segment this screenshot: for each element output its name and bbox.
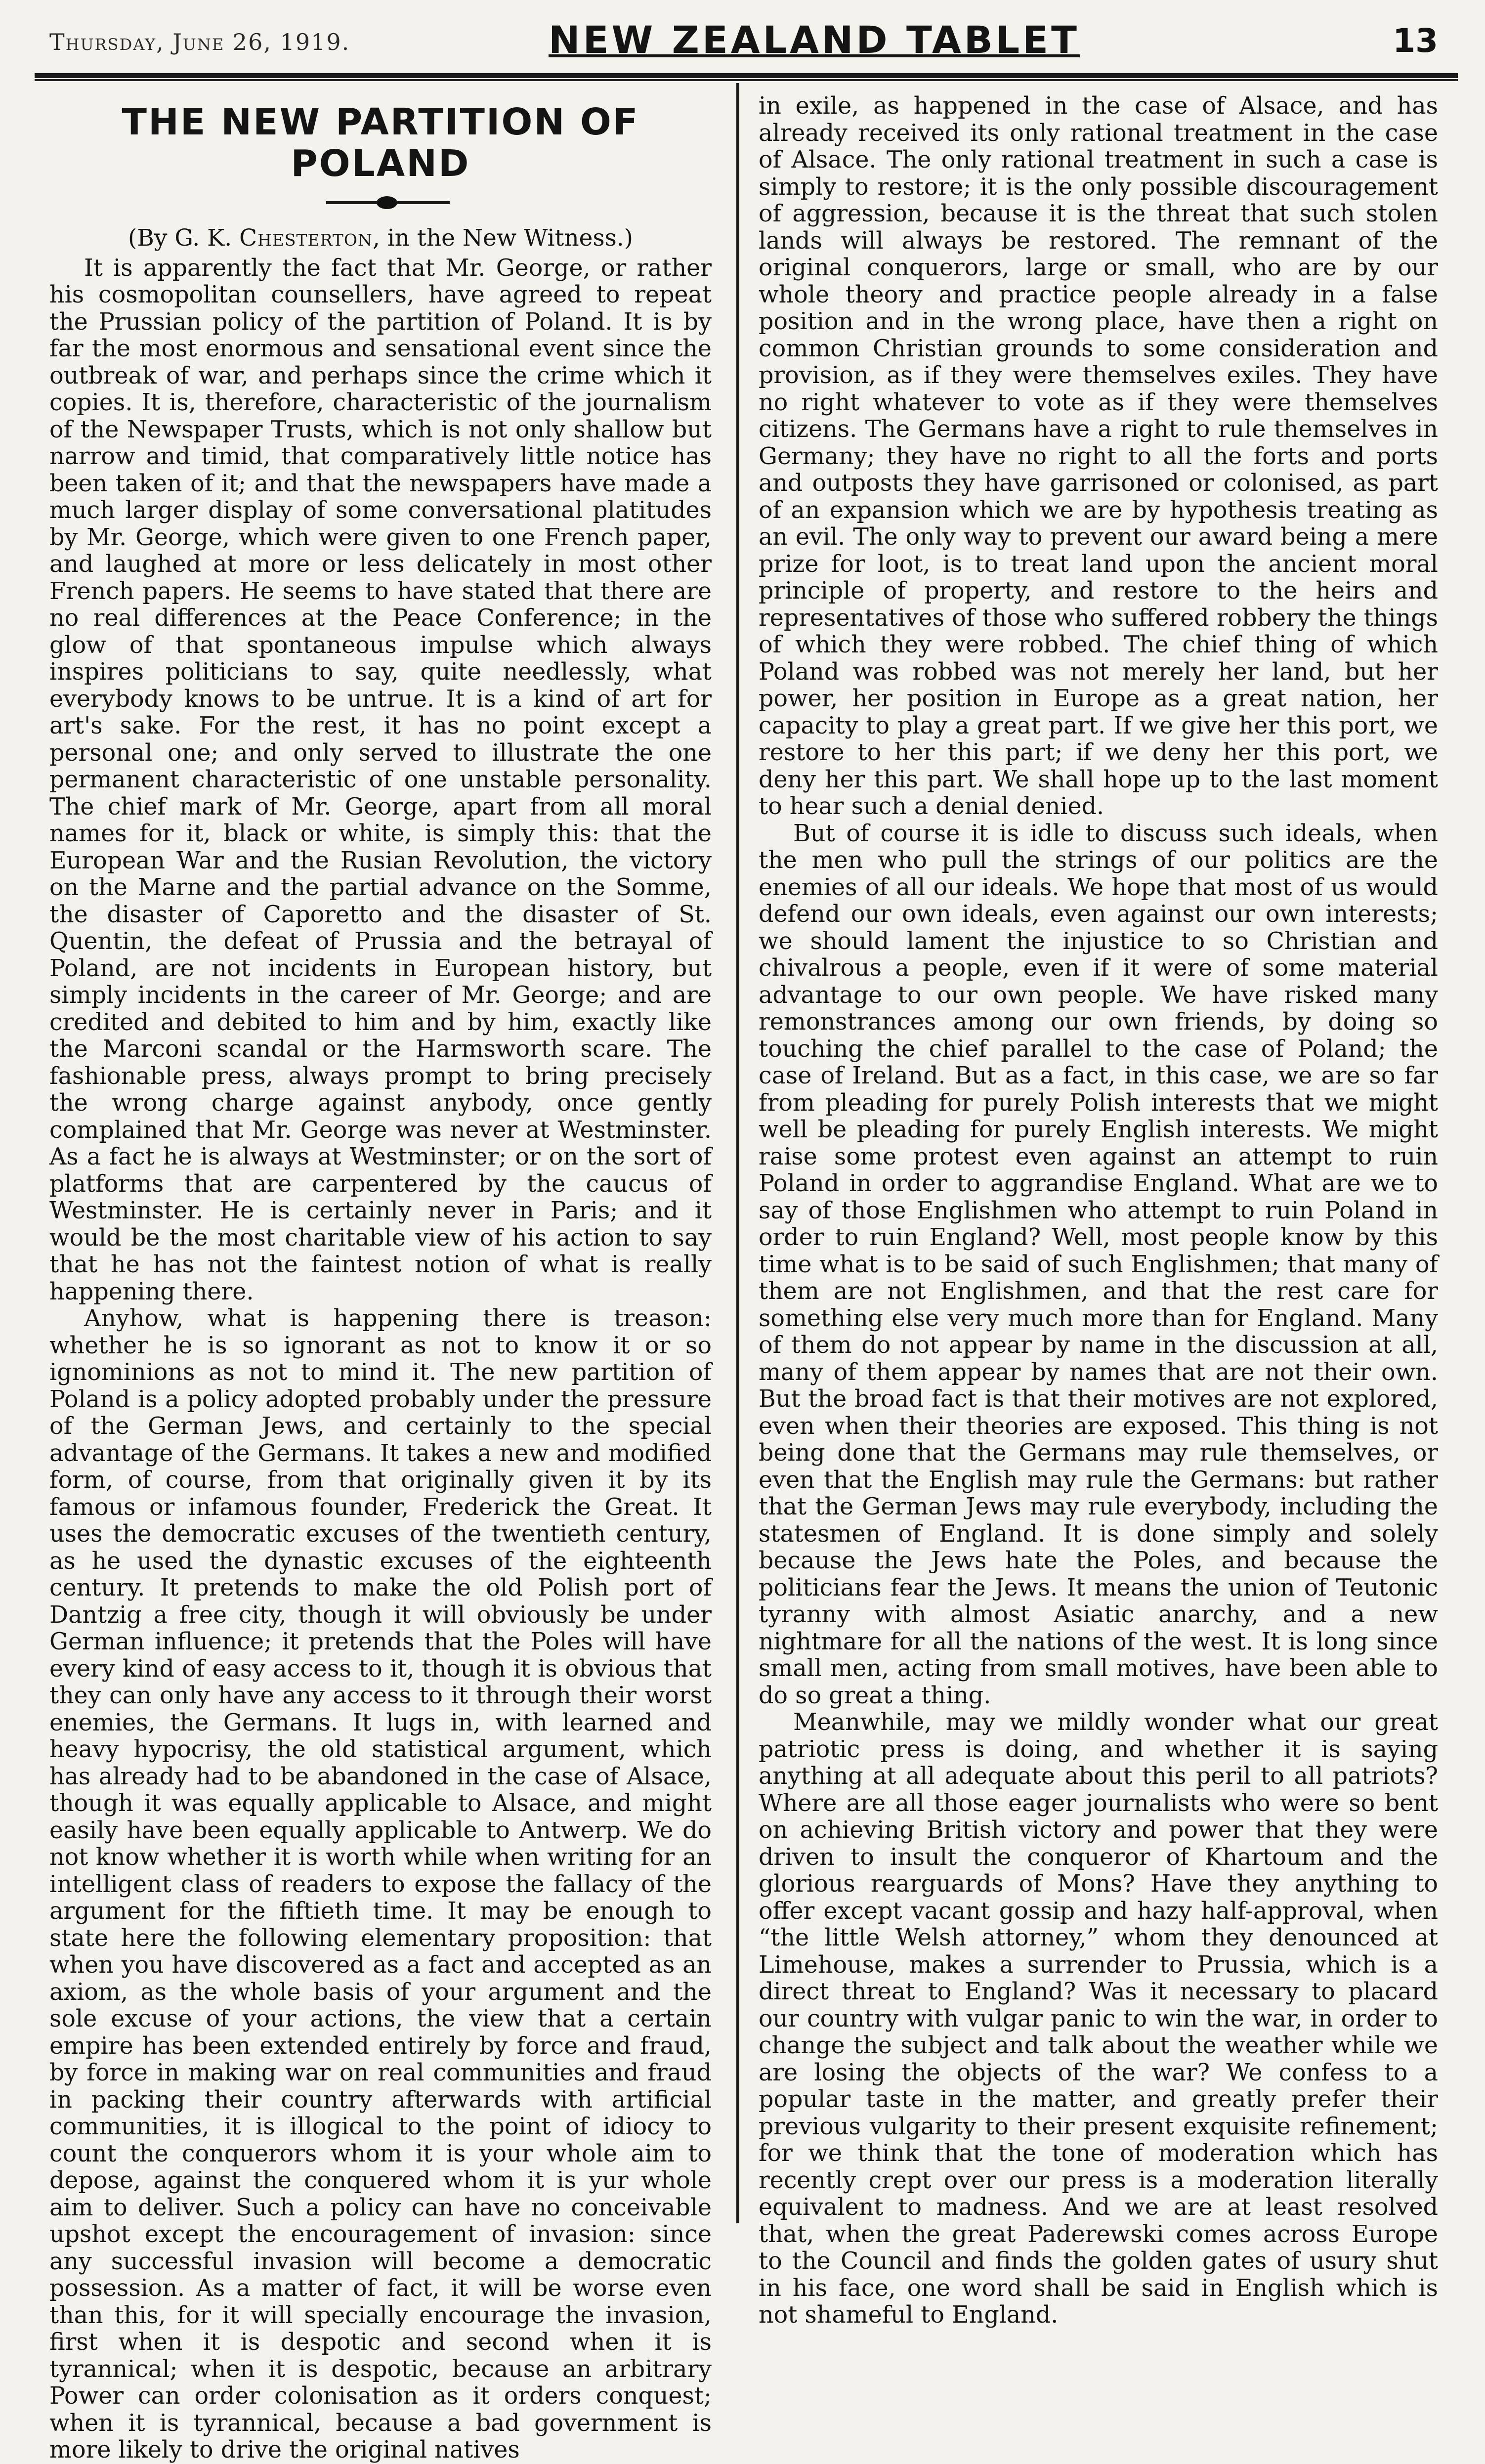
byline-author: Chesterton (239, 224, 373, 252)
paragraph-3: But of course it is idle to discuss such ideals, when the men who pull the strings of our politics are the enemies of all our ideals. We hope that most of us would defend our own ideals, even against our own interests; we should lament the injustice to so Christian and chivalrous a people, even if it were of some material advantage to our own people. We have risked many remonstrances among our own friends, by doing so touching the chief parallel to the case of Poland; the case of Ireland. But as a fact, in this case, we are so far from pleading for purely Polish interests that we might well be pleading for purely English interests. We might raise some protest even against an attempt to ruin Poland in order to aggrandise England. What are we to say of those Englishmen who attempt to ruin Poland in order to ruin England? Well, most people know by this time what is to be said of such Englishmen; that many of them are not Englishmen, and that the rest care for something else very much more than for England. Many of them do not appear by name in the discussion at all, many of them appear by names that are not their own. But the broad fact is that their motives are not explored, even when their theories are exposed. This thing is not being done that the Germans may rule themselves, or even that the English may rule the Germans: but rather that the German Jews may rule everybody, including the statesmen of England. It is done simply and solely because the Jews hate the Poles, and because the politicians fear the Jews. It means the union of Teutonic tyranny with almost Asiatic anarchy, and a new nightmare for all the nations of the west. It is long since small men, acting from small motives, have been able to do so great a thing. (759, 820, 1438, 1709)
left-column (49, 91, 712, 2464)
paragraph-2-continued: in exile, as happened in the case of Alsace, and has already received its only rational treatment in the case of Alsace. The only rational treatment in such a case is simply to restore; it is the only possible discouragement of aggression, because it is the threat that such stolen lands will always be restored. The remnant of the original conquerors, large or small, who are by our whole theory and practice people already in a false position and in the wrong place, have then a right on common Christian grounds to some consideration and provision, as if they were themselves exiles. They have no right whatever to vote as if they were themselves citizens. The Germans have a right to rule themselves in Germany; they have no right to all the forts and ports and outposts they have garrisoned or colonised, as part of an expansion which we are by hypothesis treating as an evil. The only way to prevent our award being a mere prize for loot, is to treat land upon the ancient moral principle of property, and restore to the heirs and representatives of those who suffered robbery the things of which they were robbed. The chief thing of which Poland was robbed was not merely her land, but her power, her position in Europe as a great nation, her capacity to play a great part. If we give her this port, we restore to her this part; if we deny her this port, we deny her this part. We shall hope up to the last moment to hear such a denial denied. (759, 92, 1438, 820)
column-divider (736, 83, 739, 2223)
page-number: 13 (1393, 22, 1438, 60)
publication-title: NEW ZEALAND TABLET (549, 18, 1080, 62)
paragraph-1: It is apparently the fact that Mr. George, or rather his cosmopolitan counsellers, have agreed to repeat the Prussian policy of the partition of Poland. It is by far the most enormous and sensational event since the outbreak of war, and perhaps since the crime which it copies. It is, therefore, characteristic of the journalism of the Newspaper Trusts, which is not only shallow but narrow and timid, that comparatively little notice has been taken of it; and that the newspapers have made a much larger display of some conversational platitudes by Mr. George, which were given to one French paper, and laughed at more or less delicately in most other French papers. He seems to have stated that there are no real differences at the Peace Conference; in the glow of that spontaneous impulse which always inspires politicians to say, quite needlessly, what everybody knows to be untrue. It is a kind of art for art's sake. For the rest, it has no point except a personal one; and only served to illustrate the one permanent characteristic of one unstable personality. The chief mark of Mr. George, apart from all moral names for it, black or white, is simply this: that the European War and the Rusian Revolution, the victory on the Marne and the partial advance on the Somme, the disaster of Caporetto and the disaster of St. Quentin, the defeat of Prussia and the betrayal of Poland, are not incidents in European history, but simply incidents in the career of Mr. George; and are credited and debited to him and by him, exactly like the Marconi scandal or the Harmsworth scare. The fashionable press, always prompt to bring precisely the wrong charge against anybody, once gently complained that Mr. George was never at Westminster. As a fact he is always at Westminster; or on the sort of platforms that are carpentered by the caucus of Westminster. He is certainly never in Paris; and it would be the most charitable view of his action to say that he has not the faintest notion of what is really happening there. (49, 254, 712, 1305)
right-column (759, 93, 1438, 2329)
byline-source: , in the New Witness.) (372, 224, 633, 252)
byline-prefix: (By G. K. (127, 224, 240, 252)
masthead (35, 9, 1458, 78)
paragraph-4: Meanwhile, may we mildly wonder what our great patriotic press is doing, and whether it is saying anything at all adequate about this peril to all patriots? Where are all those eager journalists who were so bent on achieving British victory and power that they were driven to insult the conqueror of Khartoum and the glorious rearguards of Mons? Have they anything to offer except vacant gossip and hazy half-approval, when “the little Welsh attorney,” whom they denounced at Limehouse, makes a surrender to Prussia, which is a direct threat to England? Was it necessary to placard our country with vulgar panic to win the war, in order to change the subject and talk about the weather while we are losing the objects of the war? We confess to a popular taste in the matter, and greatly prefer their previous vulgarity to their present exquisite refinement; for we think that the tone of moderation which has recently crept over our press is a moderation literally equivalent to madness. And we are at least resolved that, when the great Paderewski comes across Europe to the Council and finds the golden gates of usury shut in his face, one word shall be said in English which is not shameful to England. (759, 1709, 1438, 2329)
issue-date: Thursday, June 26, 1919. (49, 29, 350, 55)
masthead-rule (35, 79, 1458, 81)
byline (49, 225, 712, 252)
paragraph-2: Anyhow, what is happening there is treason: whether he is so ignorant as not to know it or so ignominions as not to mind it. The new partition of Poland is a policy adopted probably under the pressure of the German Jews, and certainly to the special advantage of the Germans. It takes a new and modified form, of course, from that originally given it by its famous or infamous founder, Frederick the Great. It uses the democratic excuses of the twentieth century, as he used the dynastic excuses of the eighteenth century. It pretends to make the old Polish port of Dantzig a free city, though it will obviously be under German influence; it pretends that the Poles will have every kind of easy access to it, though it is obvious that they can only have any access to it through their worst enemies, the Germans. It lugs in, with learned and heavy hypocrisy, the old statistical argument, which has already had to be abandoned in the case of Alsace, though it was equally applicable to Alsace, and might easily have been equally applicable to Antwerp. We do not know whether it is worth while when writing for an intelligent class of readers to expose the fallacy of the argument for the fiftieth time. It may be enough to state here the following elementary proposition: that when you have discovered as a fact and accepted as an axiom, as the whole basis of your argument and the sole excuse of your actions, the view that a certain empire has been extended entirely by force and fraud, by force in making war on real communities and fraud in packing their country afterwards with artificial communities, it is illogical to the point of idiocy to count the conquerors whom it is your whole aim to depose, against the conquered whom it is yur whole aim to deliver. Such a policy can have no conceivable upshot except the encouragement of invasion: since any successful invasion will become a democratic possession. As a matter of fact, it will be worse even than this, for it will specially encourage the invasion, first when it is despotic and second when it is tyrannical; when it is despotic, because an arbitrary Power can order colonisation as it orders conquest; when it is tyrannical, because a bad government is more likely to drive the original natives (49, 1305, 712, 2464)
title-ornament (49, 192, 712, 212)
article-title: THE NEW PARTITION OF POLAND (122, 101, 639, 185)
